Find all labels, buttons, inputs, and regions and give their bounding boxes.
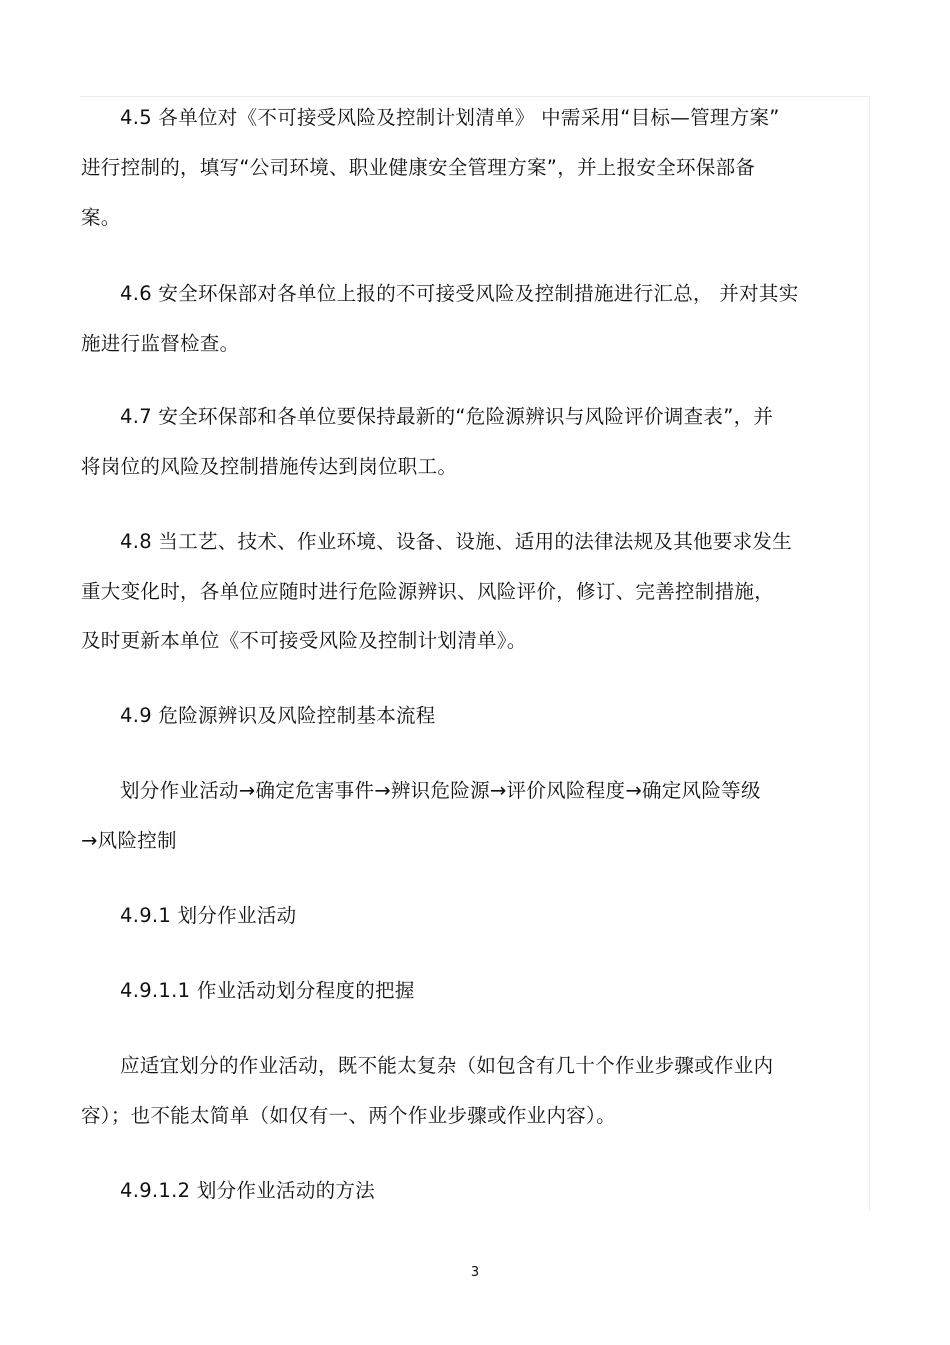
paragraph-4-8-line-3: 及时更新本单位《不可接受风险及控制计划清单》。	[81, 629, 527, 652]
paragraph-division-line-2: 容）；也不能太简单（如仅有一、两个作业步骤或作业内容）。	[81, 1104, 616, 1127]
paragraph-division-line-1: 应适宜划分的作业活动，既不能太复杂（如包含有几十个作业步骤或作业内	[120, 1054, 774, 1077]
flow-line-2: →风险控制	[81, 829, 177, 852]
paragraph-4-8-line-1: 4.8 当工艺、技术、作业环境、设备、设施、适用的法律法规及其他要求发生	[120, 530, 793, 553]
page-border-right	[869, 96, 870, 1211]
paragraph-4-6-line-2: 施进行监督检查。	[81, 332, 240, 355]
heading-4-9-1-2: 4.9.1.2 划分作业活动的方法	[120, 1179, 376, 1202]
heading-4-9-1: 4.9.1 划分作业活动	[120, 904, 297, 927]
paragraph-4-5-line-2: 进行控制的，填写“公司环境、职业健康安全管理方案”，并上报安全环保部备	[81, 156, 756, 179]
page-number: 3	[470, 1265, 480, 1280]
paragraph-4-5-line-1: 4.5 各单位对《不可接受风险及控制计划清单》 中需采用“目标—管理方案”	[120, 106, 780, 129]
paragraph-4-6-line-1: 4.6 安全环保部对各单位上报的不可接受风险及控制措施进行汇总， 并对其实	[120, 282, 799, 305]
heading-4-9: 4.9 危险源辨识及风险控制基本流程	[120, 704, 436, 727]
flow-line-1: 划分作业活动→确定危害事件→辨识危险源→评价风险程度→确定风险等级	[120, 779, 761, 802]
heading-4-9-1-1: 4.9.1.1 作业活动划分程度的把握	[120, 979, 415, 1002]
paragraph-4-7-line-2: 将岗位的风险及控制措施传达到岗位职工。	[81, 455, 458, 478]
paragraph-4-5-line-3: 案。	[81, 206, 121, 229]
paragraph-4-8-line-2: 重大变化时，各单位应随时进行危险源辨识、风险评价，修订、完善控制措施，	[81, 580, 775, 603]
paragraph-4-7-line-1: 4.7 安全环保部和各单位要保持最新的“危险源辨识与风险评价调查表”，并	[120, 405, 774, 428]
page-border-top	[80, 96, 870, 97]
